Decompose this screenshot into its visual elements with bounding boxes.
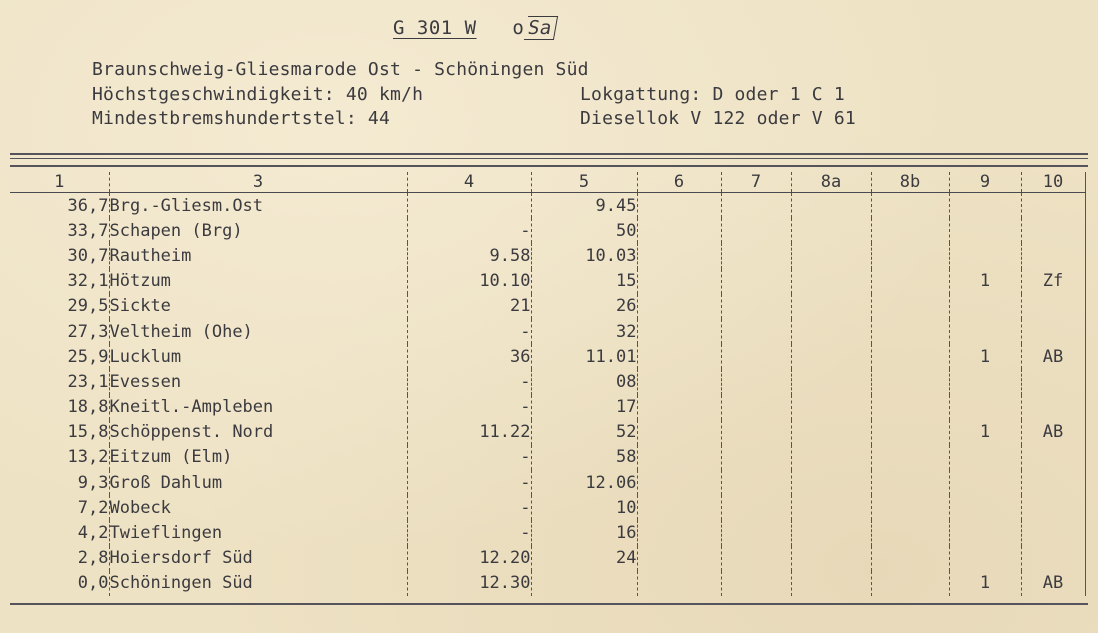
col9-cell <box>949 395 1021 420</box>
col7-cell <box>721 269 791 294</box>
col10-cell <box>1021 546 1085 571</box>
station-cell: Twieflingen <box>109 520 407 545</box>
col8a-cell <box>791 243 871 268</box>
col7-cell <box>721 319 791 344</box>
col7-cell <box>721 294 791 319</box>
table-row <box>10 520 1085 545</box>
col10-cell: AB <box>1021 571 1085 596</box>
km-cell: 30,7 <box>67 245 109 266</box>
station-cell: Hötzum <box>109 269 407 294</box>
col8b-cell <box>871 395 949 420</box>
arrival-cell: 36 <box>407 344 531 369</box>
departure-cell: 10 <box>531 495 637 520</box>
arrival-cell: - <box>407 218 531 243</box>
station-cell: Schapen (Brg) <box>109 218 407 243</box>
departure-cell: 50 <box>531 218 637 243</box>
train-number: G 301 W <box>393 17 477 39</box>
col7-cell <box>721 520 791 545</box>
col10-cell <box>1021 193 1085 219</box>
table-row <box>10 395 1085 420</box>
col-header-3: 3 <box>109 172 407 193</box>
top-rule-2 <box>10 158 1088 159</box>
col8a-cell <box>791 520 871 545</box>
col6-cell <box>637 243 721 268</box>
top-rule-1 <box>10 153 1088 155</box>
top-rule-3 <box>10 165 1088 167</box>
departure-cell: 08 <box>531 369 637 394</box>
departure-cell: 11.01 <box>531 344 637 369</box>
col7-cell <box>721 495 791 520</box>
train-number-title <box>393 16 556 40</box>
arrival-cell: - <box>407 319 531 344</box>
min-brake-line: Mindestbremshundertstel: 44 <box>92 108 390 129</box>
col8b-cell <box>871 243 949 268</box>
arrival-cell: 12.30 <box>407 571 531 596</box>
bottom-rule <box>10 603 1088 605</box>
col9-cell: 1 <box>949 420 1021 445</box>
col6-cell <box>637 495 721 520</box>
col8a-cell <box>791 218 871 243</box>
arrival-cell: - <box>407 445 531 470</box>
col7-cell <box>721 395 791 420</box>
col6-cell <box>637 420 721 445</box>
km-cell: 4,2 <box>77 523 109 544</box>
col6-cell <box>637 319 721 344</box>
col7-cell <box>721 369 791 394</box>
table-row <box>10 269 1085 294</box>
col8a-cell <box>791 395 871 420</box>
col7-cell <box>721 546 791 571</box>
table-row <box>10 546 1085 571</box>
col6-cell <box>637 344 721 369</box>
title-boxed-code: Sa <box>524 16 558 40</box>
departure-cell: 24 <box>531 546 637 571</box>
arrival-cell: - <box>407 495 531 520</box>
col8a-cell <box>791 193 871 219</box>
col9-cell <box>949 218 1021 243</box>
col9-cell <box>949 294 1021 319</box>
departure-cell: 12.06 <box>531 470 637 495</box>
col9-cell <box>949 520 1021 545</box>
col10-cell <box>1021 495 1085 520</box>
km-cell: 2,8 <box>77 548 109 569</box>
col6-cell <box>637 395 721 420</box>
col8b-cell <box>871 445 949 470</box>
arrival-cell: - <box>407 395 531 420</box>
col7-cell <box>721 571 791 596</box>
col10-cell: Zf <box>1021 269 1085 294</box>
col8b-cell <box>871 319 949 344</box>
station-cell: Rautheim <box>109 243 407 268</box>
station-cell: Schöppenst. Nord <box>109 420 407 445</box>
table-row <box>10 420 1085 445</box>
col10-cell <box>1021 470 1085 495</box>
arrival-cell: - <box>407 520 531 545</box>
col8b-cell <box>871 495 949 520</box>
col8a-cell <box>791 470 871 495</box>
col6-cell <box>637 571 721 596</box>
col8a-cell <box>791 495 871 520</box>
col8a-cell <box>791 420 871 445</box>
station-cell: Veltheim (Ohe) <box>109 319 407 344</box>
km-cell: 9,3 <box>77 472 109 493</box>
km-cell: 33,7 <box>67 220 109 241</box>
col10-cell <box>1021 243 1085 268</box>
col8a-cell <box>791 294 871 319</box>
col10-cell: AB <box>1021 420 1085 445</box>
col8a-cell <box>791 546 871 571</box>
col7-cell <box>721 470 791 495</box>
km-cell: 0,0 <box>77 573 109 594</box>
col-header-6: 6 <box>637 172 721 193</box>
col8a-cell <box>791 369 871 394</box>
table-row <box>10 243 1085 268</box>
station-cell: Lucklum <box>109 344 407 369</box>
table-row <box>10 294 1085 319</box>
col8b-cell <box>871 294 949 319</box>
col6-cell <box>637 193 721 219</box>
col7-cell <box>721 193 791 219</box>
col8b-cell <box>871 369 949 394</box>
departure-cell: 52 <box>531 420 637 445</box>
col9-cell <box>949 243 1021 268</box>
col9-cell: 1 <box>949 269 1021 294</box>
col-header-5: 5 <box>531 172 637 193</box>
col9-cell <box>949 319 1021 344</box>
km-cell: 32,1 <box>67 271 109 292</box>
km-cell: 13,2 <box>67 447 109 468</box>
arrival-cell: 9.58 <box>407 243 531 268</box>
col10-cell <box>1021 319 1085 344</box>
col10-cell <box>1021 218 1085 243</box>
col8b-cell <box>871 269 949 294</box>
timetable <box>10 172 1086 596</box>
table-row <box>10 495 1085 520</box>
col10-cell <box>1021 445 1085 470</box>
col7-cell <box>721 445 791 470</box>
timetable-body <box>10 193 1085 597</box>
arrival-cell <box>407 193 531 219</box>
col7-cell <box>721 243 791 268</box>
table-row <box>10 193 1085 219</box>
km-cell: 15,8 <box>67 422 109 443</box>
departure-cell: 9.45 <box>531 193 637 219</box>
col8b-cell <box>871 218 949 243</box>
col8a-cell <box>791 269 871 294</box>
col-header-7: 7 <box>721 172 791 193</box>
station-cell: Hoiersdorf Süd <box>109 546 407 571</box>
col9-cell: 1 <box>949 344 1021 369</box>
loco-line: Diesellok V 122 oder V 61 <box>580 108 856 129</box>
col6-cell <box>637 546 721 571</box>
table-row <box>10 571 1085 596</box>
col9-cell <box>949 445 1021 470</box>
col7-cell <box>721 420 791 445</box>
col8b-cell <box>871 571 949 596</box>
col6-cell <box>637 269 721 294</box>
station-cell: Evessen <box>109 369 407 394</box>
col9-cell <box>949 546 1021 571</box>
col7-cell <box>721 218 791 243</box>
departure-cell: 15 <box>531 269 637 294</box>
km-cell: 29,5 <box>67 296 109 317</box>
departure-cell: 26 <box>531 294 637 319</box>
col10-cell <box>1021 369 1085 394</box>
station-cell: Schöningen Süd <box>109 571 407 596</box>
col6-cell <box>637 218 721 243</box>
col6-cell <box>637 294 721 319</box>
col6-cell <box>637 369 721 394</box>
col8b-cell <box>871 520 949 545</box>
col8b-cell <box>871 546 949 571</box>
km-cell: 25,9 <box>67 346 109 367</box>
station-cell: Eitzum (Elm) <box>109 445 407 470</box>
col6-cell <box>637 445 721 470</box>
col8b-cell <box>871 470 949 495</box>
station-cell: Brg.-Gliesm.Ost <box>109 193 407 219</box>
table-row <box>10 445 1085 470</box>
loco-class-line: Lokgattung: D oder 1 C 1 <box>580 84 845 105</box>
station-cell: Wobeck <box>109 495 407 520</box>
departure-cell: 58 <box>531 445 637 470</box>
col6-cell <box>637 520 721 545</box>
col8b-cell <box>871 193 949 219</box>
col6-cell <box>637 470 721 495</box>
col8b-cell <box>871 420 949 445</box>
departure-cell <box>531 571 637 596</box>
col8a-cell <box>791 344 871 369</box>
departure-cell: 17 <box>531 395 637 420</box>
col10-cell: AB <box>1021 344 1085 369</box>
station-cell: Kneitl.-Ampleben <box>109 395 407 420</box>
station-cell: Sickte <box>109 294 407 319</box>
col10-cell <box>1021 395 1085 420</box>
station-cell: Groß Dahlum <box>109 470 407 495</box>
departure-cell: 32 <box>531 319 637 344</box>
departure-cell: 10.03 <box>531 243 637 268</box>
col-header-8a: 8a <box>791 172 871 193</box>
col8b-cell <box>871 344 949 369</box>
col-header-1: 1 <box>10 172 109 193</box>
km-cell: 18,8 <box>67 397 109 418</box>
col-header-4: 4 <box>407 172 531 193</box>
col8a-cell <box>791 571 871 596</box>
col9-cell <box>949 495 1021 520</box>
col8a-cell <box>791 319 871 344</box>
col-header-10: 10 <box>1021 172 1085 193</box>
title-tail: o <box>512 17 525 39</box>
arrival-cell: - <box>407 470 531 495</box>
arrival-cell: 11.22 <box>407 420 531 445</box>
col-header-9: 9 <box>949 172 1021 193</box>
col10-cell <box>1021 294 1085 319</box>
km-cell: 36,7 <box>67 195 109 216</box>
arrival-cell: 10.10 <box>407 269 531 294</box>
departure-cell: 16 <box>531 520 637 545</box>
arrival-cell: 12.20 <box>407 546 531 571</box>
col8a-cell <box>791 445 871 470</box>
col9-cell <box>949 470 1021 495</box>
col10-cell <box>1021 520 1085 545</box>
col-header-8b: 8b <box>871 172 949 193</box>
col9-cell <box>949 369 1021 394</box>
km-cell: 23,1 <box>67 371 109 392</box>
arrival-cell: 21 <box>407 294 531 319</box>
table-row <box>10 470 1085 495</box>
table-row <box>10 319 1085 344</box>
col9-cell: 1 <box>949 571 1021 596</box>
km-cell: 7,2 <box>77 497 109 518</box>
arrival-cell: - <box>407 369 531 394</box>
km-cell: 27,3 <box>67 321 109 342</box>
route-line: Braunschweig-Gliesmarode Ost - Schöningen Süd <box>92 59 589 80</box>
column-header-row <box>10 172 1085 193</box>
table-row <box>10 218 1085 243</box>
max-speed-line: Höchstgeschwindigkeit: 40 km/h <box>92 84 424 105</box>
col7-cell <box>721 344 791 369</box>
col9-cell <box>949 193 1021 219</box>
table-row <box>10 369 1085 394</box>
table-row <box>10 344 1085 369</box>
